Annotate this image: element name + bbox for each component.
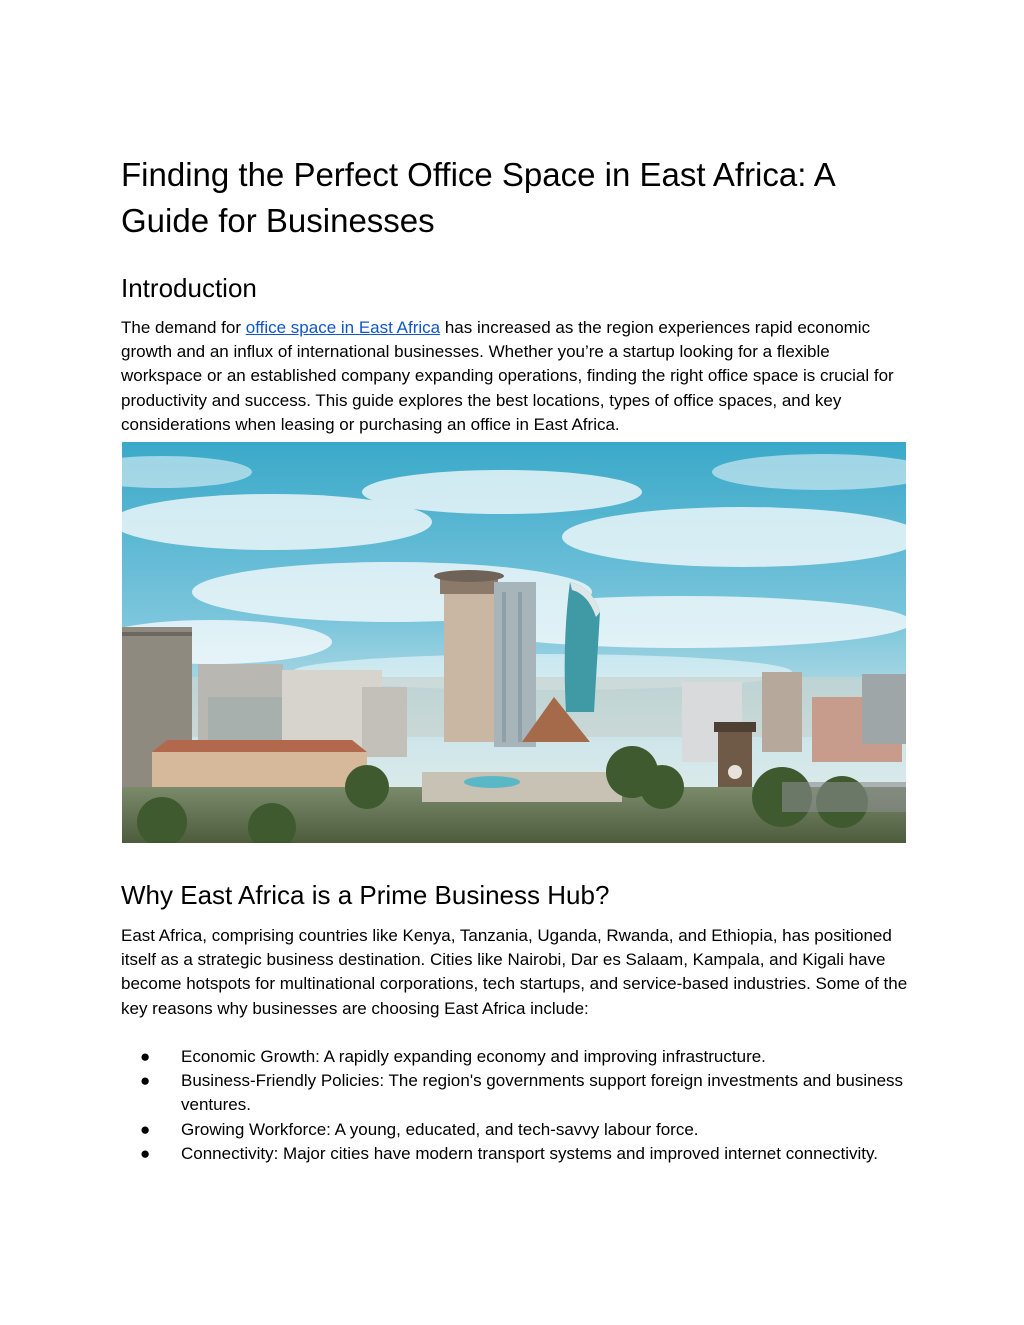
list-item [121, 1142, 911, 1166]
list-item-text: Connectivity: Major cities have modern transport systems and improved internet connectivity. [181, 1143, 878, 1163]
why-east-africa-paragraph: East Africa, comprising countries like Kenya, Tanzania, Uganda, Rwanda, and Ethiopia, has positioned itself as a strategic business destination. Cities like Nairobi, Dar es Salaam, Kampala, and Kigali have become hotspots for multinational corporations, tech startups, and service-based industries. Some of the key reasons why businesses are choosing East Africa include: [121, 926, 908, 1018]
bullet-icon: ● [140, 1143, 151, 1163]
intro-text-end: has increased as the region experiences rapid economic growth and an influx of international businesses. Whether you’re a startup looking for a flexible workspace or an established company expanding operations, finding the right office space is crucial for productivity and success. This guide explores the best locations, types of office spaces, and key considerations when leasing or purchasing an office in East Africa. [121, 318, 894, 434]
list-item [121, 1118, 911, 1142]
why-east-africa-heading: Why East Africa is a Prime Business Hub? [121, 880, 610, 910]
bullet-icon: ● [140, 1071, 151, 1091]
intro-text-start: The demand for [121, 318, 246, 337]
nairobi-skyline-photo [122, 442, 906, 843]
list-item-text: Business-Friendly Policies: The region's governments support foreign investments and business ventures. [181, 1071, 904, 1115]
office-space-link[interactable]: office space in East Africa [245, 318, 441, 337]
list-item-text: Growing Workforce: A young, educated, and tech-savvy labour force. [181, 1119, 699, 1139]
bullet-icon: ● [140, 1119, 151, 1139]
introduction-heading: Introduction [121, 273, 257, 303]
list-item-text: Economic Growth: A rapidly expanding economy and improving infrastructure. [181, 1047, 766, 1066]
reasons-list [121, 1045, 911, 1166]
introduction-paragraph [121, 316, 911, 437]
list-item [121, 1069, 911, 1117]
list-item [121, 1045, 911, 1069]
page-title: Finding the Perfect Office Space in East Africa: A Guide for Businesses [121, 156, 834, 239]
bullet-icon: ● [140, 1047, 151, 1066]
